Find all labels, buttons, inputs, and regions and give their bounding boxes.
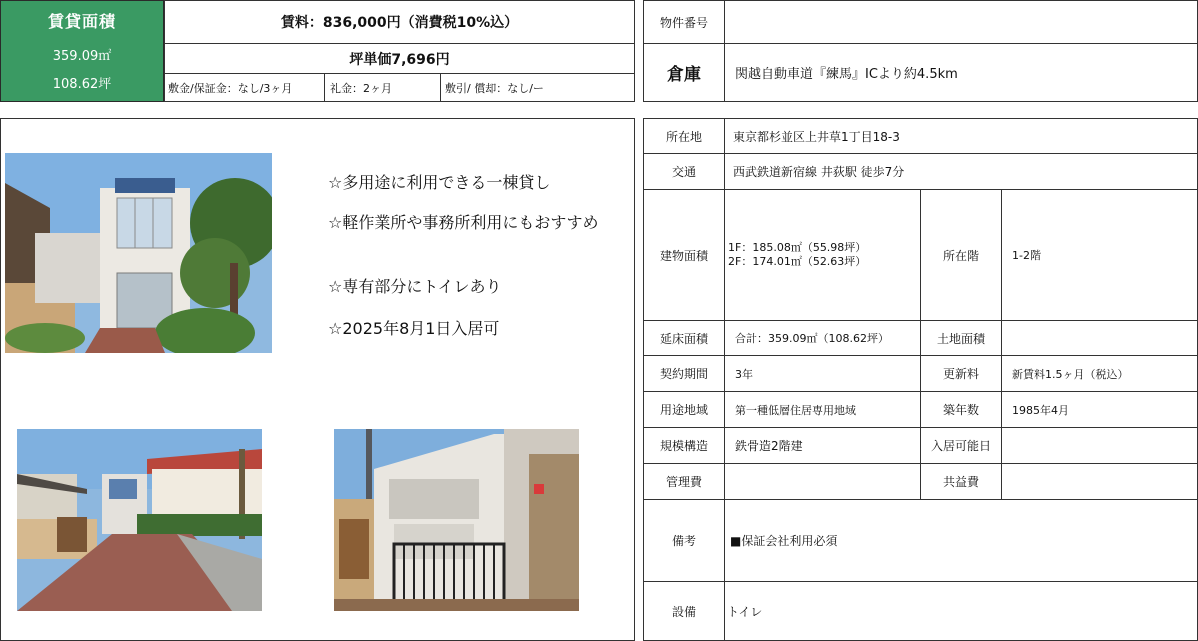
renewal-value xyxy=(1001,355,1198,392)
location-value-text: 東京都杉並区上井草1丁目18-3 xyxy=(733,129,900,144)
property-access-note-text: 関越自動車道『練馬』ICより約4.5km xyxy=(735,67,958,82)
equipment-label xyxy=(643,581,725,641)
rent-price xyxy=(164,0,635,44)
renewal-label-text: 更新料 xyxy=(942,367,979,381)
move-in-value xyxy=(1001,427,1198,464)
unit-price xyxy=(164,43,635,74)
move-in-label xyxy=(920,427,1002,464)
building-area-value xyxy=(724,189,921,321)
building-area-1f-text: 1F：185.08㎡（55.98坪） xyxy=(728,241,867,254)
location-label xyxy=(643,118,725,154)
zoning-value-text: 第一種低層住居専用地域 xyxy=(735,403,856,417)
remarks-label xyxy=(643,499,725,582)
remarks-value xyxy=(724,499,1198,582)
total-floor-value-text: 合計：359.09㎡（108.62坪） xyxy=(735,332,889,345)
transport-label xyxy=(643,153,725,190)
floor-value xyxy=(1001,189,1198,321)
equipment-label-text: 設備 xyxy=(671,604,696,619)
unit-price-text: 坪単価7,696円 xyxy=(349,51,450,68)
property-type xyxy=(643,43,725,102)
location-value xyxy=(724,118,1198,154)
built-value-text: 1985年4月 xyxy=(1012,403,1069,417)
built-label-text: 築年数 xyxy=(942,403,979,417)
amortization-cell xyxy=(440,73,635,102)
rental-area-sqm: 359.09㎡ xyxy=(52,49,112,64)
contract-label-text: 契約期間 xyxy=(659,367,708,381)
equipment-value xyxy=(724,581,1198,641)
zoning-label xyxy=(643,391,725,428)
structure-label-text: 規模構造 xyxy=(659,439,708,453)
feature-3: ☆専有部分にトイレあり xyxy=(328,277,502,296)
property-number-label xyxy=(643,0,725,44)
management-value xyxy=(724,463,921,500)
floor-label xyxy=(920,189,1002,321)
transport-value-text: 西武鉄道新宿線 井荻駅 徒歩7分 xyxy=(733,165,905,179)
deposit-text: 敷金/保証金：なし/3ヶ月 xyxy=(168,81,293,95)
contract-label xyxy=(643,355,725,392)
key-money-text: 礼金：2ヶ月 xyxy=(330,81,392,95)
rental-area-title: 賃貸面積 xyxy=(47,12,116,31)
rent-price-text: 賃料：836,000円（消費税10%込） xyxy=(280,15,519,31)
contract-value-text: 3年 xyxy=(735,367,753,381)
building-exterior-photo xyxy=(5,153,272,353)
transport-label-text: 交通 xyxy=(671,165,696,179)
zoning-value xyxy=(724,391,921,428)
building-area-2f-text: 2F：174.01㎡（52.63坪） xyxy=(728,255,867,268)
entrance-gate-photo xyxy=(334,429,579,611)
feature-2: ☆軽作業所や事務所利用にもおすすめ xyxy=(328,213,599,232)
total-floor-value xyxy=(724,320,921,356)
land-area-label-text: 土地面積 xyxy=(936,331,985,346)
contract-value xyxy=(724,355,921,392)
zoning-label-text: 用途地域 xyxy=(659,403,708,417)
property-access-note xyxy=(724,43,1198,102)
remarks-label-text: 備考 xyxy=(671,534,696,548)
remarks-value-text: ■保証会社利用必須 xyxy=(730,534,838,548)
location-label-text: 所在地 xyxy=(665,129,702,144)
common-fee-value xyxy=(1001,463,1198,500)
renewal-label xyxy=(920,355,1002,392)
feature-1: ☆多用途に利用できる一棟貸し xyxy=(328,173,551,192)
land-area-label xyxy=(920,320,1002,356)
street-view-photo xyxy=(17,429,262,611)
total-floor-label-text: 延床面積 xyxy=(659,331,708,346)
building-area-label-text: 建物面積 xyxy=(659,248,708,263)
management-label xyxy=(643,463,725,500)
feature-4: ☆2025年8月1日入居可 xyxy=(328,319,500,338)
common-fee-label-text: 共益費 xyxy=(942,475,979,489)
amortization-text: 敷引/ 償却：なし/ー xyxy=(445,81,544,95)
built-value xyxy=(1001,391,1198,428)
structure-value-text: 鉄骨造2階建 xyxy=(735,439,803,453)
built-label xyxy=(920,391,1002,428)
key-money-cell xyxy=(324,73,441,102)
rental-area-tsubo: 108.62坪 xyxy=(52,77,112,92)
structure-label xyxy=(643,427,725,464)
common-fee-label xyxy=(920,463,1002,500)
move-in-label-text: 入居可能日 xyxy=(930,439,991,453)
property-type-text: 倉庫 xyxy=(667,65,701,85)
equipment-value-text: トイレ xyxy=(727,604,763,619)
total-floor-label xyxy=(643,320,725,356)
structure-value xyxy=(724,427,921,464)
deposit-cell xyxy=(164,73,325,102)
land-area-value xyxy=(1001,320,1198,356)
property-number-label-text: 物件番号 xyxy=(659,15,708,30)
floor-label-text: 所在階 xyxy=(942,248,979,263)
management-label-text: 管理費 xyxy=(665,475,702,489)
floor-value-text: 1-2階 xyxy=(1012,249,1041,262)
building-area-label xyxy=(643,189,725,321)
property-number-value xyxy=(724,0,1198,44)
renewal-value-text: 新賃料1.5ヶ月（税込） xyxy=(1012,367,1129,381)
rental-area-box xyxy=(0,0,164,102)
transport-value xyxy=(724,153,1198,190)
